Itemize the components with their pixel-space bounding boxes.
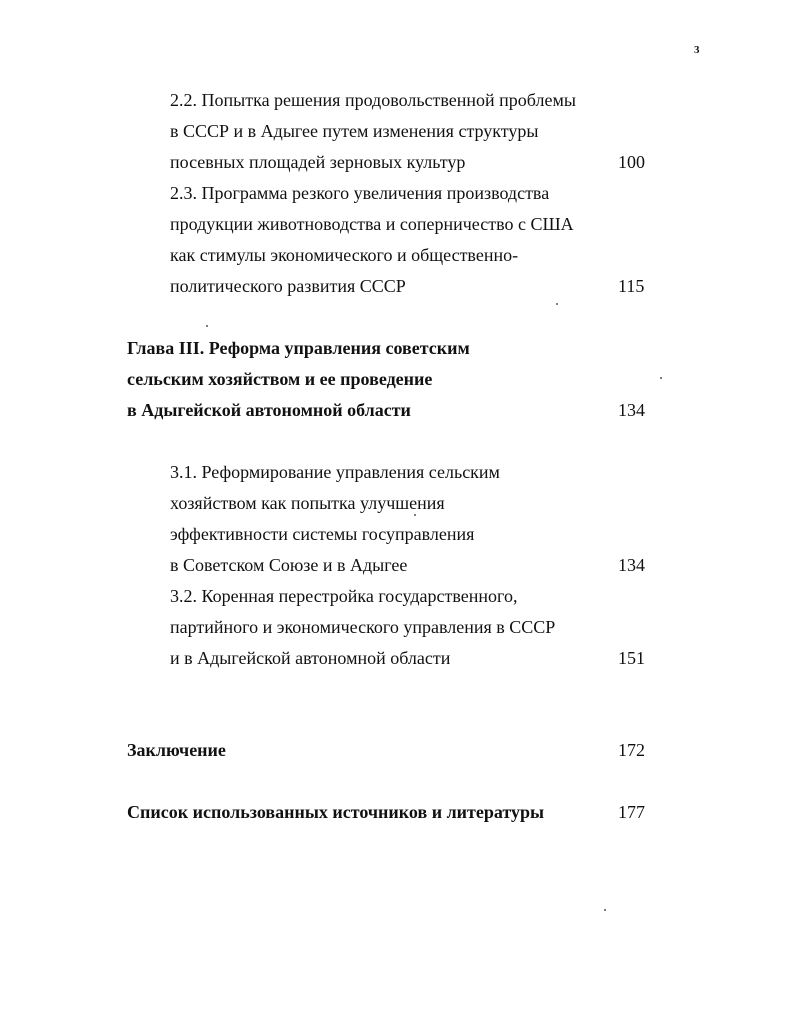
page-number: 3 (694, 44, 700, 56)
toc-page-number: 134 (618, 400, 645, 420)
toc-page-number: 151 (618, 648, 645, 668)
toc-line: продукции животноводства и соперничество с США (170, 214, 574, 234)
toc-line: политического развития СССР (170, 276, 406, 296)
scan-speck (556, 303, 558, 305)
scan-speck (206, 325, 208, 327)
toc-line: 3.2. Коренная перестройка государственного, (170, 586, 518, 606)
toc-page-number: 100 (618, 152, 645, 172)
toc-line: 2.3. Программа резкого увеличения производства (170, 183, 550, 203)
conclusion-label: Заключение (127, 740, 226, 760)
scan-speck (660, 377, 662, 379)
toc-line: эффективности системы госуправления (170, 524, 475, 544)
toc-line: посевных площадей зерновых культур (170, 152, 466, 172)
toc-page-number: 172 (618, 740, 645, 760)
toc-line: в Советском Союзе и в Адыгее (170, 555, 408, 575)
toc-line: хозяйством как попытка улучшения (170, 493, 445, 513)
toc-page-number: 134 (618, 555, 645, 575)
toc-line: в СССР и в Адыгее путем изменения структуры (170, 121, 539, 141)
scan-speck (414, 514, 416, 516)
sources-label: Список использованных источников и литературы (127, 802, 545, 822)
toc-page-number: 115 (618, 276, 645, 296)
toc-line: и в Адыгейской автономной области (170, 648, 451, 668)
toc-page-number: 177 (618, 802, 645, 822)
toc-line: 2.2. Попытка решения продовольственной проблемы (170, 90, 576, 110)
chapter-title-line: Глава III. Реформа управления советским (127, 338, 470, 358)
scan-speck (604, 909, 606, 911)
chapter-title-line: сельским хозяйством и ее проведение (127, 369, 433, 389)
toc-line: как стимулы экономического и общественно- (170, 245, 519, 265)
toc-line: 3.1. Реформирование управления сельским (170, 462, 500, 482)
chapter-title-line: в Адыгейской автономной области (127, 400, 411, 420)
toc-line: партийного и экономического управления в СССР (170, 617, 556, 637)
